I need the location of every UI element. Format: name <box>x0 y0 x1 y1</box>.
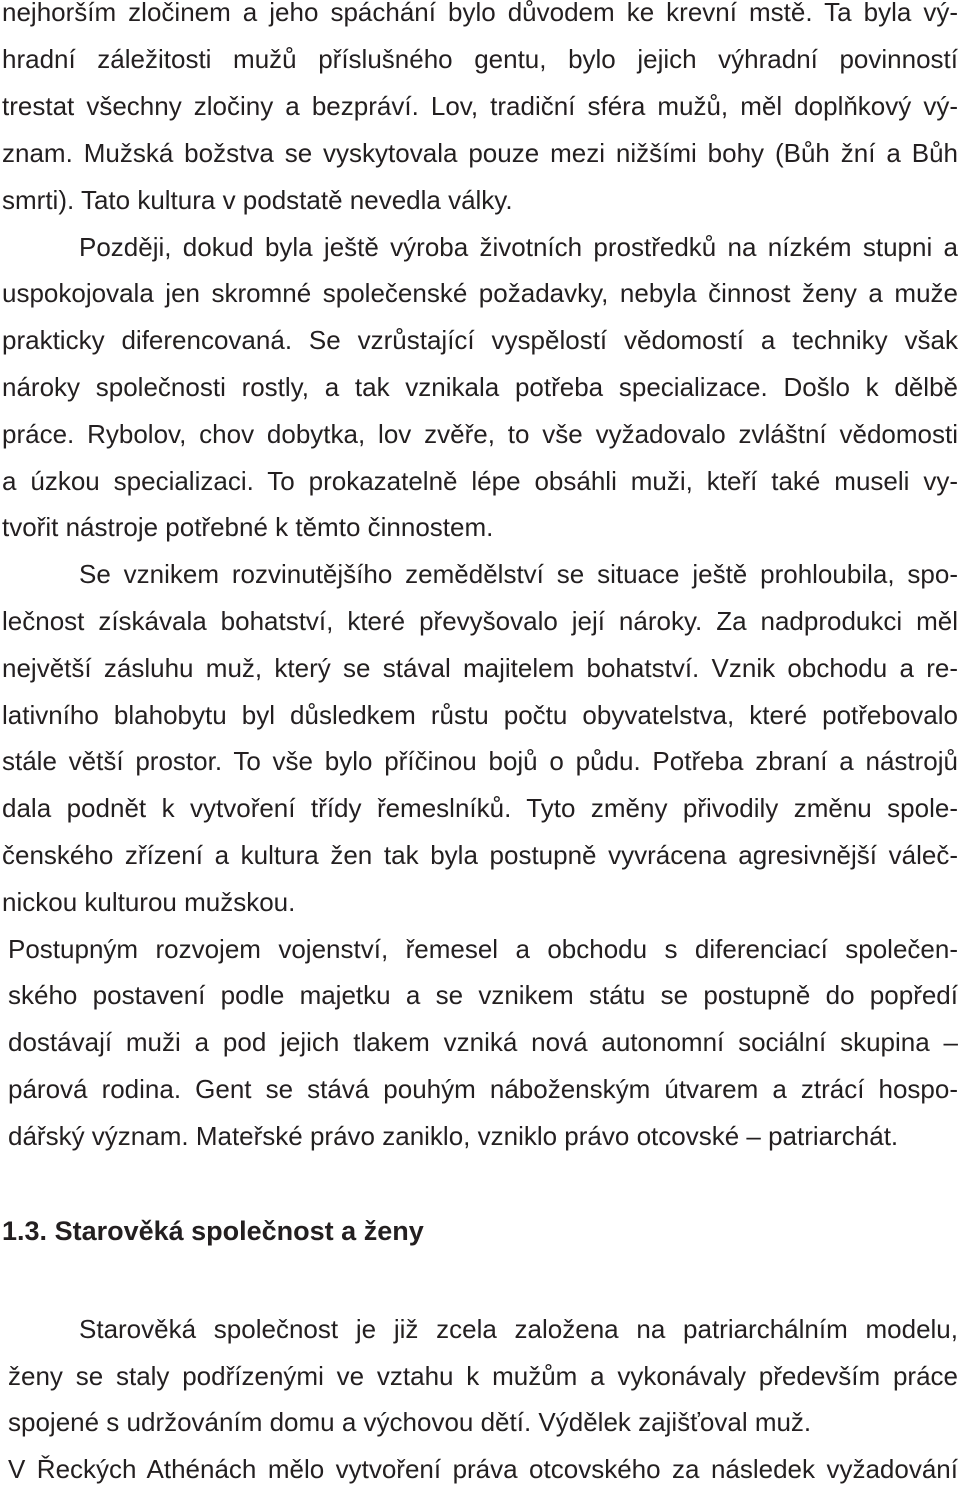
text-line: spojené s udržováním domu a výchovou dětí. Výdělek zajišťoval muž. <box>8 1407 812 1437</box>
text-line: V Řeckých Athénách mělo vytvoření práva otcovského za následek vyžadování <box>8 1454 958 1484</box>
text-line: Se vznikem rozvinutějšího zemědělství se situace ještě prohloubila, spo- <box>79 559 958 589</box>
text-line: párová rodina. Gent se stává pouhým náboženským útvarem a ztrácí hospo- <box>8 1074 958 1104</box>
section-title: Starověká společnost a ženy <box>54 1216 424 1246</box>
text-line: nejhorším zločinem a jeho spáchání bylo důvodem ke krevní mstě. Ta byla vý- <box>2 0 958 27</box>
text-line: smrti). Tato kultura v podstatě nevedla války. <box>2 185 513 215</box>
text-line: ženy se staly podřízenými ve vztahu k mužům a vykonávaly především práce <box>8 1361 958 1391</box>
text-line: ského postavení podle majetku a se vznikem státu se postupně do popředí <box>8 980 958 1010</box>
text-line: hradní záležitosti mužů příslušného gentu, bylo jejich výhradní povinností <box>2 44 958 74</box>
section-number: 1.3. <box>2 1216 48 1246</box>
text-line: a úzkou specializaci. To prokazatelně lépe obsáhli muži, kteří také museli vy- <box>2 466 958 496</box>
text-line: lečnost získávala bohatství, které převyšovalo její nároky. Za nadprodukci měl <box>2 606 958 636</box>
text-line: dářský význam. Mateřské právo zaniklo, vzniklo právo otcovské – patriarchát. <box>8 1121 899 1151</box>
text-line: prakticky diferencovaná. Se vzrůstající vyspělostí vědomostí a techniky však <box>2 325 958 355</box>
text-line: nickou kulturou mužskou. <box>2 887 296 917</box>
text-line: Později, dokud byla ještě výroba životních prostředků na nízkém stupni a <box>79 232 958 262</box>
section-heading <box>2 1214 424 1248</box>
text-line: Starověká společnost je již zcela založena na patriarchálním modelu, <box>79 1314 958 1344</box>
text-line: nároky společnosti rostly, a tak vznikala potřeba specializace. Došlo k dělbě <box>2 372 958 402</box>
text-line: Postupným rozvojem vojenství, řemesel a obchodu s diferenciací společen- <box>8 934 958 964</box>
text-line: uspokojovala jen skromné společenské požadavky, nebyla činnost ženy a muže <box>2 278 958 308</box>
text-line: dostávají muži a pod jejich tlakem vzniká nová autonomní sociální skupina – <box>8 1027 958 1057</box>
text-line: stále větší prostor. To vše bylo příčinou bojů o půdu. Potřeba zbraní a nástrojů <box>2 746 958 776</box>
text-line: práce. Rybolov, chov dobytka, lov zvěře, to vše vyžadovalo zvláštní vědomosti <box>2 419 958 449</box>
text-line: lativního blahobytu byl důsledkem růstu počtu obyvatelstva, které potřebovalo <box>2 700 958 730</box>
text-line: čenského zřízení a kultura žen tak byla postupně vyvrácena agresivnější váleč- <box>2 840 958 870</box>
text-line: tvořit nástroje potřebné k těmto činnostem. <box>2 512 494 542</box>
text-line: znam. Mužská božstva se vyskytovala pouze mezi nižšími bohy (Bůh žní a Bůh <box>2 138 958 168</box>
text-line: největší zásluhu muž, který se stával majitelem bohatství. Vznik obchodu a re- <box>2 653 958 683</box>
text-line: trestat všechny zločiny a bezpráví. Lov, tradiční sféra mužů, měl doplňkový vý- <box>2 91 958 121</box>
text-line: dala podnět k vytvoření třídy řemeslníků. Tyto změny přivodily změnu spole- <box>2 793 958 823</box>
